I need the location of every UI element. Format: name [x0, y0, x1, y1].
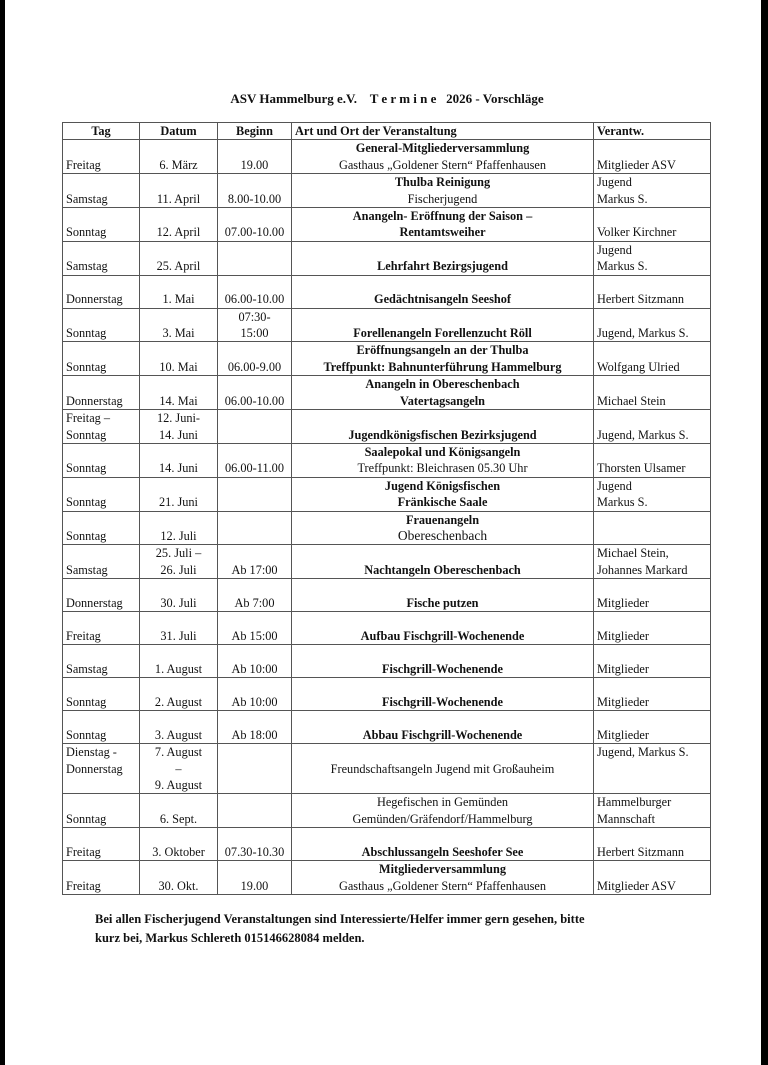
cell-art-line: Rentamtsweiher — [399, 225, 486, 240]
cell-datum-line: 26. Juli — [160, 562, 197, 577]
table-row — [63, 410, 711, 444]
cell-verantw — [594, 208, 711, 242]
cell-verantw-line: Johannes Markard — [597, 562, 688, 577]
cell-verantw-line: Michael Stein, — [597, 546, 669, 561]
table-row — [63, 579, 711, 612]
cell-tag-line: Sonntag — [66, 359, 107, 374]
cell-verantw — [594, 711, 711, 744]
cell-beginn — [218, 645, 292, 678]
cell-tag — [63, 174, 140, 208]
cell-beginn — [218, 275, 292, 308]
cell-verantw-line: Markus S. — [597, 495, 648, 510]
cell-datum — [140, 612, 218, 645]
cell-beginn-line: 06.00-10.00 — [224, 393, 285, 408]
cell-tag — [63, 711, 140, 744]
cell-tag-line: Samstag — [66, 661, 108, 676]
cell-datum-line: 6. März — [159, 157, 198, 172]
cell-tag-line: Sonntag — [66, 727, 107, 742]
cell-verantw-line: Jugend — [597, 242, 632, 257]
cell-tag-line: Sonntag — [66, 427, 107, 442]
table-row — [63, 275, 711, 308]
cell-art-line: Fischgrill-Wochenende — [382, 694, 503, 709]
cell-datum — [140, 545, 218, 579]
cell-datum-line: 12. April — [156, 225, 201, 240]
cell-art-line: Gasthaus „Goldener Stern“ Pfaffenhausen — [338, 878, 547, 893]
cell-art-line: Freundschaftsangeln Jugend mit Großauheim — [330, 761, 555, 776]
cell-verantw — [594, 342, 711, 376]
cell-art-line: Thulba Reinigung — [394, 175, 491, 190]
cell-art-line: Lehrfahrt Bezirgsjugend — [377, 259, 508, 274]
cell-verantw — [594, 140, 711, 174]
cell-tag — [63, 545, 140, 579]
cell-art-line: Eröffnungsangeln an der Thulba — [356, 343, 529, 358]
events-table — [62, 122, 711, 895]
cell-tag — [63, 794, 140, 828]
cell-datum — [140, 410, 218, 444]
cell-datum-line: 14. Mai — [159, 393, 198, 408]
cell-art — [292, 744, 594, 794]
cell-tag-line: Sonntag — [66, 694, 107, 709]
cell-art — [292, 678, 594, 711]
cell-tag-line: Donnerstag — [66, 292, 123, 307]
cell-verantw — [594, 308, 711, 342]
cell-tag-line: Samstag — [66, 562, 108, 577]
cell-verantw-line: Jugend, Markus S. — [597, 427, 689, 442]
cell-datum — [140, 579, 218, 612]
cell-tag-line: Samstag — [66, 259, 108, 274]
cell-beginn-line: 8.00-10.00 — [227, 191, 282, 206]
cell-beginn — [218, 861, 292, 895]
cell-beginn-line: 06.00-11.00 — [225, 461, 284, 476]
cell-beginn-line: Ab 15:00 — [231, 628, 278, 643]
cell-beginn — [218, 174, 292, 208]
cell-tag — [63, 275, 140, 308]
cell-datum-line: 2. August — [154, 694, 203, 709]
cell-datum-line: 11. April — [156, 191, 201, 206]
cell-art — [292, 477, 594, 511]
cell-tag — [63, 443, 140, 477]
cell-art-line: Treffpunkt: Bleichrasen 05.30 Uhr — [357, 461, 528, 476]
cell-datum-line: 7. August — [154, 745, 203, 760]
cell-tag-line: Donnerstag — [66, 393, 123, 408]
cell-datum — [140, 208, 218, 242]
cell-tag — [63, 410, 140, 444]
cell-verantw — [594, 477, 711, 511]
cell-beginn — [218, 828, 292, 861]
cell-verantw — [594, 174, 711, 208]
cell-datum — [140, 241, 218, 275]
cell-datum-line: 25. Juli – — [155, 546, 202, 561]
cell-art — [292, 645, 594, 678]
cell-beginn-line: 07:30- — [238, 309, 271, 324]
cell-datum-line: 31. Juli — [160, 628, 197, 643]
cell-art-line: Abschlussangeln Seeshofer See — [361, 844, 524, 859]
cell-art-line: Nachtangeln Obereschenbach — [364, 562, 521, 577]
cell-verantw — [594, 645, 711, 678]
cell-datum-line: 6. Sept. — [159, 811, 198, 826]
cell-verantw-line: Herbert Sitzmann — [597, 844, 685, 859]
document-title: ASV Hammelburg e.V. T e r m i n e 2026 - Vorschläge — [230, 91, 544, 106]
cell-art-line: Gasthaus „Goldener Stern“ Pfaffenhausen — [338, 157, 547, 172]
cell-datum-line: 12. Juni- — [156, 411, 201, 426]
cell-beginn — [218, 140, 292, 174]
cell-datum-line: 30. Juli — [160, 595, 197, 610]
header-datum: Datum — [140, 123, 218, 140]
cell-beginn — [218, 208, 292, 242]
cell-verantw-line: Markus S. — [597, 191, 648, 206]
cell-datum-line: 25. April — [156, 259, 201, 274]
footer-note — [95, 910, 705, 948]
cell-tag-line: Sonntag — [66, 326, 107, 341]
cell-beginn — [218, 443, 292, 477]
footer-line-2: kurz bei, Markus Schlereth 015146628084 melden. — [95, 931, 365, 945]
cell-datum — [140, 443, 218, 477]
header-beginn: Beginn — [218, 123, 292, 140]
cell-beginn — [218, 579, 292, 612]
cell-art — [292, 794, 594, 828]
cell-verantw-line: Mitglieder ASV — [597, 878, 676, 893]
cell-beginn-line: 06.00-10.00 — [224, 292, 285, 307]
table-header-row — [63, 123, 711, 140]
cell-datum-line: 30. Okt. — [158, 878, 199, 893]
cell-datum-line: 1. Mai — [162, 292, 195, 307]
cell-art-line: Obereschenbach — [397, 527, 488, 543]
cell-beginn-line: Ab 18:00 — [231, 727, 278, 742]
header-verantw: Verantw. — [594, 123, 711, 140]
cell-tag-line: Donnerstag — [66, 595, 123, 610]
cell-art — [292, 711, 594, 744]
table-row — [63, 828, 711, 861]
cell-verantw-line: Michael Stein — [597, 393, 666, 408]
cell-verantw-line: Herbert Sitzmann — [597, 292, 685, 307]
cell-art-line: Jugend Königsfischen — [384, 478, 501, 493]
cell-tag-line: Sonntag — [66, 811, 107, 826]
cell-tag-line — [66, 777, 136, 793]
cell-datum — [140, 794, 218, 828]
cell-art — [292, 861, 594, 895]
table-row — [63, 241, 711, 275]
cell-verantw — [594, 376, 711, 410]
cell-beginn — [218, 612, 292, 645]
cell-art — [292, 140, 594, 174]
cell-beginn-line: Ab 17:00 — [231, 562, 278, 577]
cell-datum-line: 14. Juni — [159, 427, 198, 442]
table-row — [63, 443, 711, 477]
cell-datum — [140, 174, 218, 208]
table-row — [63, 140, 711, 174]
cell-art-line: Fränkische Saale — [397, 495, 488, 510]
cell-art — [292, 308, 594, 342]
cell-tag — [63, 241, 140, 275]
cell-datum — [140, 744, 218, 794]
cell-verantw-line: Mitglieder — [597, 628, 649, 643]
cell-tag-line: Sonntag — [66, 225, 107, 240]
cell-beginn-line: 06.00-9.00 — [227, 359, 282, 374]
cell-tag-line: Donnerstag — [66, 761, 123, 776]
cell-verantw-line: Markus S. — [597, 259, 648, 274]
cell-beginn — [218, 678, 292, 711]
table-row — [63, 174, 711, 208]
cell-art — [292, 376, 594, 410]
table-row — [63, 208, 711, 242]
cell-beginn-line: Ab 7:00 — [234, 595, 275, 610]
table-row — [63, 511, 711, 545]
cell-verantw — [594, 794, 711, 828]
cell-datum-line: 1. August — [154, 661, 203, 676]
cell-tag — [63, 140, 140, 174]
cell-tag — [63, 208, 140, 242]
cell-art-line: Saalepokal und Königsangeln — [364, 444, 521, 459]
cell-beginn — [218, 376, 292, 410]
cell-verantw — [594, 275, 711, 308]
cell-tag — [63, 477, 140, 511]
cell-tag-line: Sonntag — [66, 461, 107, 476]
cell-beginn-line: Ab 10:00 — [231, 661, 278, 676]
cell-art — [292, 174, 594, 208]
cell-verantw — [594, 828, 711, 861]
cell-datum-line: 9. August — [154, 777, 203, 792]
cell-beginn — [218, 342, 292, 376]
cell-beginn — [218, 511, 292, 545]
cell-art — [292, 241, 594, 275]
cell-tag-line: Freitag — [66, 157, 101, 172]
cell-beginn-line: 07.00-10.00 — [224, 225, 285, 240]
cell-tag-line: Freitag — [66, 844, 101, 859]
cell-verantw — [594, 241, 711, 275]
cell-beginn — [218, 308, 292, 342]
cell-datum-line: 14. Juni — [159, 461, 198, 476]
cell-beginn-line: 19.00 — [240, 157, 269, 172]
table-body — [63, 140, 711, 895]
cell-verantw — [594, 545, 711, 579]
cell-art-line: Treffpunkt: Bahnunterführung Hammelburg — [323, 359, 562, 374]
cell-beginn — [218, 410, 292, 444]
cell-art-line: Anangeln in Obereschenbach — [365, 377, 520, 392]
cell-verantw-line: Jugend — [597, 478, 632, 493]
cell-beginn — [218, 477, 292, 511]
cell-verantw-line: Mitglieder — [597, 727, 649, 742]
cell-art-line: Mitgliederversammlung — [378, 862, 507, 877]
cell-datum — [140, 828, 218, 861]
cell-art — [292, 545, 594, 579]
cell-verantw-line: Mitglieder — [597, 694, 649, 709]
cell-art — [292, 410, 594, 444]
cell-beginn — [218, 241, 292, 275]
cell-verantw-line — [597, 777, 707, 793]
document-page — [5, 0, 761, 1065]
cell-art — [292, 208, 594, 242]
cell-datum — [140, 645, 218, 678]
cell-tag — [63, 308, 140, 342]
cell-tag — [63, 612, 140, 645]
cell-datum-line: 21. Juni — [159, 495, 198, 510]
cell-verantw-line: Mannschaft — [597, 811, 656, 826]
cell-tag-line: Freitag — [66, 878, 101, 893]
cell-beginn-line: 19.00 — [240, 878, 269, 893]
cell-beginn — [218, 794, 292, 828]
cell-art-line: Jugendkönigsfischen Bezirksjugend — [348, 427, 537, 442]
cell-datum — [140, 711, 218, 744]
cell-datum — [140, 275, 218, 308]
cell-beginn — [218, 711, 292, 744]
cell-tag-line: Dienstag - — [66, 745, 117, 760]
cell-tag — [63, 579, 140, 612]
cell-datum-line: 10. Mai — [159, 359, 198, 374]
footer-line-1: Bei allen Fischerjugend Veranstaltungen sind Interessierte/Helfer immer gern gesehen, bitte — [95, 912, 585, 926]
cell-datum-line: 12. Juli — [160, 528, 197, 543]
table-row — [63, 612, 711, 645]
table-row — [63, 308, 711, 342]
cell-tag-line: Sonntag — [66, 495, 107, 510]
cell-tag — [63, 861, 140, 895]
table-row — [63, 711, 711, 744]
cell-tag — [63, 828, 140, 861]
cell-datum-line: 3. August — [154, 727, 203, 742]
cell-art-line: Fische putzen — [406, 595, 479, 610]
cell-art-line: Forellenangeln Forellenzucht Röll — [353, 326, 532, 341]
cell-tag — [63, 645, 140, 678]
cell-verantw-line — [597, 761, 707, 777]
table-row — [63, 678, 711, 711]
cell-beginn — [218, 744, 292, 794]
cell-tag-line: Freitag – — [66, 411, 111, 426]
cell-tag — [63, 342, 140, 376]
cell-verantw-line: Mitglieder — [597, 661, 649, 676]
cell-datum-line: 3. Mai — [162, 326, 195, 341]
cell-beginn-line: Ab 10:00 — [231, 694, 278, 709]
table-row — [63, 477, 711, 511]
table-row — [63, 645, 711, 678]
cell-beginn-line: 15:00 — [240, 326, 269, 341]
cell-art-line: Anangeln- Eröffnung der Saison – — [352, 209, 533, 224]
cell-tag-line: Sonntag — [66, 528, 107, 543]
cell-tag — [63, 511, 140, 545]
cell-datum — [140, 376, 218, 410]
cell-art-line: Hegefischen in Gemünden — [376, 795, 509, 810]
cell-verantw-line: Jugend — [597, 175, 632, 190]
cell-art — [292, 828, 594, 861]
table-row — [63, 376, 711, 410]
cell-datum — [140, 140, 218, 174]
cell-art-line: Fischerjugend — [407, 191, 478, 206]
table-row — [63, 861, 711, 895]
cell-datum — [140, 477, 218, 511]
cell-art — [292, 342, 594, 376]
cell-tag — [63, 678, 140, 711]
cell-verantw-line: Volker Kirchner — [597, 225, 677, 240]
cell-verantw — [594, 678, 711, 711]
header-art: Art und Ort der Veranstaltung — [292, 123, 594, 140]
cell-verantw — [594, 861, 711, 895]
table-row — [63, 794, 711, 828]
cell-verantw — [594, 511, 711, 545]
cell-art-line: Abbau Fischgrill-Wochenende — [362, 727, 523, 742]
table-row — [63, 744, 711, 794]
cell-verantw-line: Jugend, Markus S. — [597, 326, 689, 341]
cell-beginn — [218, 545, 292, 579]
cell-art — [292, 275, 594, 308]
cell-art-line: Fischgrill-Wochenende — [382, 661, 503, 676]
cell-datum-line: – — [175, 761, 182, 776]
cell-verantw-line: Thorsten Ulsamer — [597, 461, 686, 476]
cell-art — [292, 443, 594, 477]
cell-verantw-line: Mitglieder ASV — [597, 157, 676, 172]
cell-verantw — [594, 443, 711, 477]
cell-verantw — [594, 410, 711, 444]
cell-art-line: Frauenangeln — [405, 512, 480, 527]
cell-verantw — [594, 579, 711, 612]
cell-tag — [63, 744, 140, 794]
cell-art — [292, 579, 594, 612]
cell-art-line: Gemünden/Gräfendorf/Hammelburg — [352, 811, 533, 826]
cell-beginn-line: 07.30-10.30 — [224, 844, 285, 859]
header-tag: Tag — [63, 123, 140, 140]
cell-art-line: Vatertagsangeln — [400, 393, 485, 408]
cell-art — [292, 511, 594, 545]
cell-verantw-line: Hammelburger — [597, 795, 672, 810]
cell-art — [292, 612, 594, 645]
cell-verantw — [594, 744, 711, 794]
cell-tag-line: Samstag — [66, 191, 108, 206]
cell-art-line: Aufbau Fischgrill-Wochenende — [360, 628, 525, 643]
cell-datum — [140, 511, 218, 545]
cell-verantw-line: Wolfgang Ulried — [597, 359, 680, 374]
cell-verantw — [594, 612, 711, 645]
cell-datum-line: 3. Oktober — [152, 844, 205, 859]
cell-datum — [140, 861, 218, 895]
cell-tag-line: Freitag — [66, 628, 101, 643]
cell-datum — [140, 308, 218, 342]
cell-art-line: General-Mitgliederversammlung — [355, 141, 530, 156]
cell-datum — [140, 342, 218, 376]
cell-datum — [140, 678, 218, 711]
cell-tag — [63, 376, 140, 410]
table-row — [63, 342, 711, 376]
cell-verantw-line: Mitglieder — [597, 595, 649, 610]
cell-verantw-line: Jugend, Markus S. — [597, 745, 689, 760]
table-row — [63, 545, 711, 579]
cell-art-line: Gedächtnisangeln Seeshof — [374, 292, 511, 307]
